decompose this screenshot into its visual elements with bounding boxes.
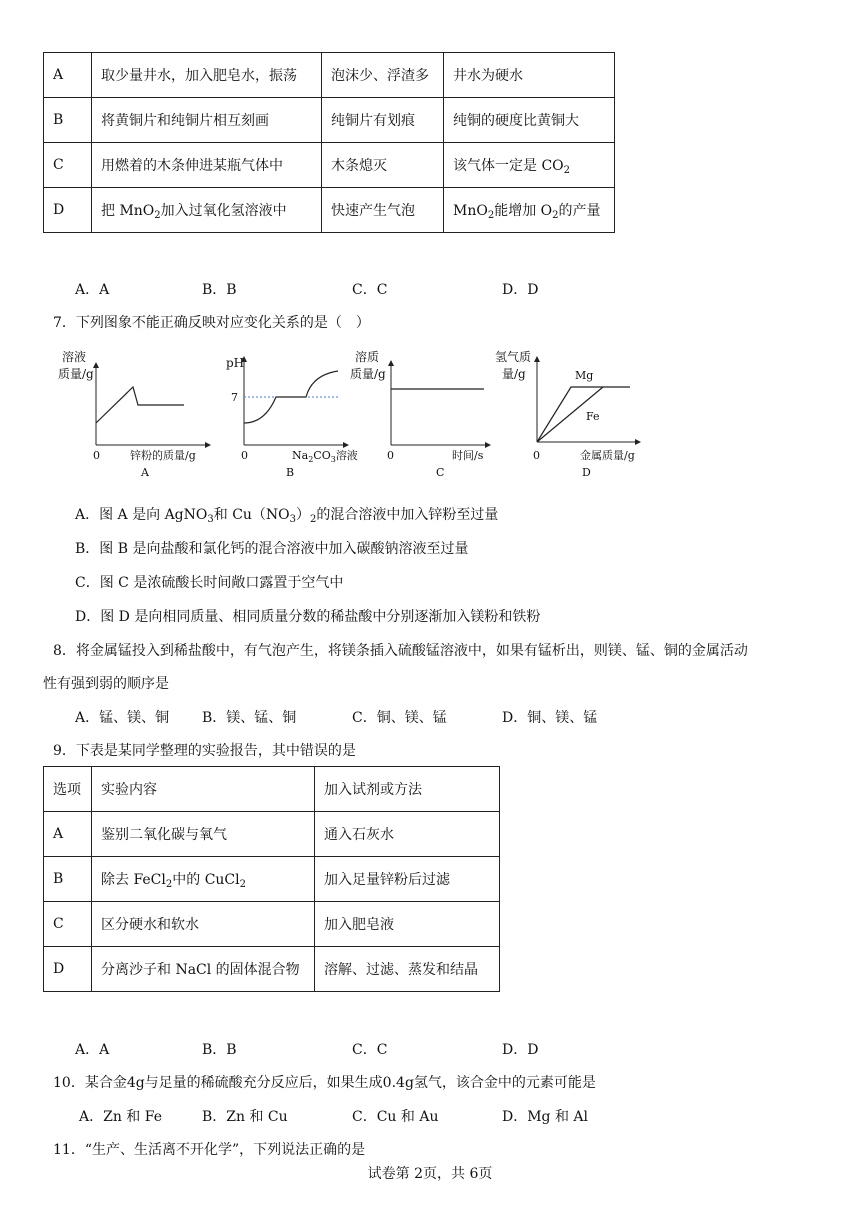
option-d[interactable]: D．D — [502, 282, 539, 298]
content-cell: 鉴别二氧化碳与氧气 — [92, 812, 315, 857]
option-a[interactable]: A．A — [75, 1042, 110, 1058]
method-cell: 加入足量锌粉后过滤 — [315, 857, 500, 902]
phenomenon-cell: 泡沫少、浮渣多 — [322, 53, 444, 98]
operation-cell: 将黄铜片和纯铜片相互刻画 — [92, 98, 322, 143]
graph-a-xlabel: 锌粉的质量/g — [130, 449, 196, 462]
question-11-stem: 11．“生产、生活离不开化学”，下列说法正确的是 — [53, 1142, 366, 1158]
subscript: 2 — [154, 209, 161, 221]
operation-cell: 用燃着的木条伸进某瓶气体中 — [92, 143, 322, 188]
row-letter: D — [44, 947, 92, 992]
graph-a-ylabel: 质量/g — [58, 367, 94, 381]
conclusion-cell — [444, 188, 615, 233]
method-cell: 加入肥皂液 — [315, 902, 500, 947]
method-cell: 通入石灰水 — [315, 812, 500, 857]
q7-option-a[interactable]: A．图 A 是向 AgNO$_3$和 $Cu(NO_3)_2$的混合溶液中加入锌粉至过量 — [75, 507, 499, 525]
option-b[interactable]: B．Zn 和 Cu — [202, 1109, 288, 1125]
graph-c — [350, 349, 490, 479]
q7-option-b[interactable]: B．图 B 是向盐酸和氯化钙的混合溶液中加入碳酸钠溶液至过量 — [75, 541, 469, 557]
q7-graphs — [0, 345, 860, 485]
option-d[interactable]: D．Mg 和 Al — [502, 1109, 589, 1125]
operation-cell — [92, 188, 322, 233]
row-letter: C — [44, 902, 92, 947]
graph-d-ylabel: 量/g — [502, 367, 526, 381]
graph-b-ylabel: pH — [226, 356, 245, 370]
option-d[interactable]: D．铜、镁、锰 — [502, 710, 598, 726]
option-c[interactable]: C．Cu 和 Au — [352, 1109, 439, 1125]
row-letter: C — [44, 143, 92, 188]
operation-cell: 取少量井水，加入肥皂水，振荡 — [92, 53, 322, 98]
phenomenon-cell: 快速产生气泡 — [322, 188, 444, 233]
graph-b-tick: 7 — [231, 391, 238, 404]
content-cell: 分离沙子和 NaCl 的固体混合物 — [92, 947, 315, 992]
page-footer: 试卷第 2页，共 6页 — [367, 1166, 493, 1182]
graph-a-origin: 0 — [93, 449, 100, 462]
conclusion-cell: 井水为硬水 — [444, 53, 615, 98]
table-row — [44, 53, 615, 98]
option-c[interactable]: C．铜、镁、锰 — [352, 710, 447, 726]
option-d[interactable]: D．D — [502, 1042, 539, 1058]
phenomenon-cell: 木条熄灭 — [322, 143, 444, 188]
subscript: 2 — [487, 209, 495, 221]
q7-option-d[interactable]: D．图 D 是向相同质量、相同质量分数的稀盐酸中分别逐渐加入镁粉和铁粉 — [75, 609, 541, 625]
content-cell: 区分硬水和软水 — [92, 902, 315, 947]
phenomenon-cell: 纯铜片有划痕 — [322, 98, 444, 143]
question-7-stem: 7．下列图象不能正确反映对应变化关系的是（ ） — [53, 315, 370, 331]
option-c[interactable]: C．C — [352, 1042, 388, 1058]
graph-d-mg-label: Mg — [575, 369, 594, 382]
row-letter: A — [44, 812, 92, 857]
table-row — [44, 143, 615, 188]
subscript: 2 — [165, 878, 173, 890]
question-9-stem: 9．下表是某同学整理的实验报告，其中错误的是 — [53, 743, 356, 759]
graph-d-caption: D — [582, 466, 591, 479]
header-cell: 选项 — [44, 767, 92, 812]
question-8-stem-line2: 性有强到弱的顺序是 — [43, 676, 169, 692]
graph-c-caption: C — [436, 466, 445, 479]
subscript: 2 — [563, 164, 571, 176]
conclusion-text: MnO — [453, 202, 488, 219]
graph-b-caption: B — [286, 466, 295, 479]
graph-a-curve — [96, 387, 184, 423]
graph-c-ylabel: 溶质 — [355, 350, 380, 364]
option-b[interactable]: B．镁、锰、铜 — [202, 710, 297, 726]
conclusion-text: 该气体一定是 CO — [453, 157, 564, 174]
graph-b — [226, 356, 358, 479]
graph-b-curve — [244, 371, 338, 423]
option-a[interactable]: A．锰、镁、铜 — [75, 710, 170, 726]
table-row — [44, 98, 615, 143]
method-cell: 溶解、过滤、蒸发和结晶 — [315, 947, 500, 992]
conclusion-text: 的产量 — [558, 202, 601, 219]
operation-text: 把 MnO — [101, 202, 155, 219]
subscript: 2 — [552, 209, 559, 221]
table-row — [44, 812, 500, 857]
experiment-table-q6 — [43, 52, 615, 233]
graph-d-ylabel: 氢气质 — [495, 350, 532, 364]
table-row — [44, 902, 500, 947]
option-a[interactable]: A．Zn 和 Fe — [79, 1109, 162, 1125]
row-letter: B — [44, 98, 92, 143]
graph-d-origin: 0 — [533, 449, 540, 462]
option-c[interactable]: C．C — [352, 282, 388, 298]
content-text: 中的 CuCl — [172, 871, 240, 888]
table-row — [44, 857, 500, 902]
graph-b-xlabel: $Na_2CO_3$溶液 — [292, 449, 358, 464]
graph-c-origin: 0 — [387, 449, 394, 462]
option-b[interactable]: B．B — [202, 1042, 237, 1058]
graph-d-xlabel: 金属质量/g — [580, 449, 635, 462]
table-row — [44, 947, 500, 992]
question-8-stem-line1: 8．将金属锰投入到稀盐酸中，有气泡产生，将镁条插入硫酸锰溶液中，如果有锰析出，则镁、锰、铜的金属活动 — [53, 643, 748, 659]
conclusion-cell — [444, 143, 615, 188]
conclusion-text: 能增加 O — [494, 202, 553, 219]
row-letter: B — [44, 857, 92, 902]
graph-d — [495, 349, 640, 479]
content-cell — [92, 857, 315, 902]
subscript: 2 — [239, 878, 246, 890]
operation-text: 加入过氧化氢溶液中 — [160, 202, 287, 219]
graph-c-xlabel: 时间/s — [452, 449, 484, 462]
header-cell: 加入试剂或方法 — [315, 767, 500, 812]
header-cell: 实验内容 — [92, 767, 315, 812]
graph-a-ylabel: 溶液 — [62, 350, 87, 364]
content-text: 除去 FeCl — [101, 871, 166, 888]
table-row — [44, 188, 615, 233]
row-letter: A — [44, 53, 92, 98]
q7-option-c[interactable]: C．图 C 是浓硫酸长时间敞口露置于空气中 — [75, 575, 344, 591]
graph-a — [58, 349, 210, 479]
experiment-table-q9 — [43, 766, 500, 992]
graph-a-caption: A — [141, 466, 149, 479]
table-header-row — [44, 767, 500, 812]
option-b[interactable]: B．B — [202, 282, 237, 298]
row-letter: D — [44, 188, 92, 233]
graph-b-origin: 0 — [241, 449, 248, 462]
conclusion-cell: 纯铜的硬度比黄铜大 — [444, 98, 615, 143]
question-10-stem: 10．某合金4g与足量的稀硫酸充分反应后，如果生成0.4g氢气，该合金中的元素可能是 — [53, 1075, 596, 1091]
graph-d-fe-label: Fe — [586, 410, 600, 423]
graph-c-ylabel: 质量/g — [350, 367, 386, 381]
option-a[interactable]: A．A — [75, 282, 110, 298]
graph-d-mg-line — [537, 387, 630, 442]
